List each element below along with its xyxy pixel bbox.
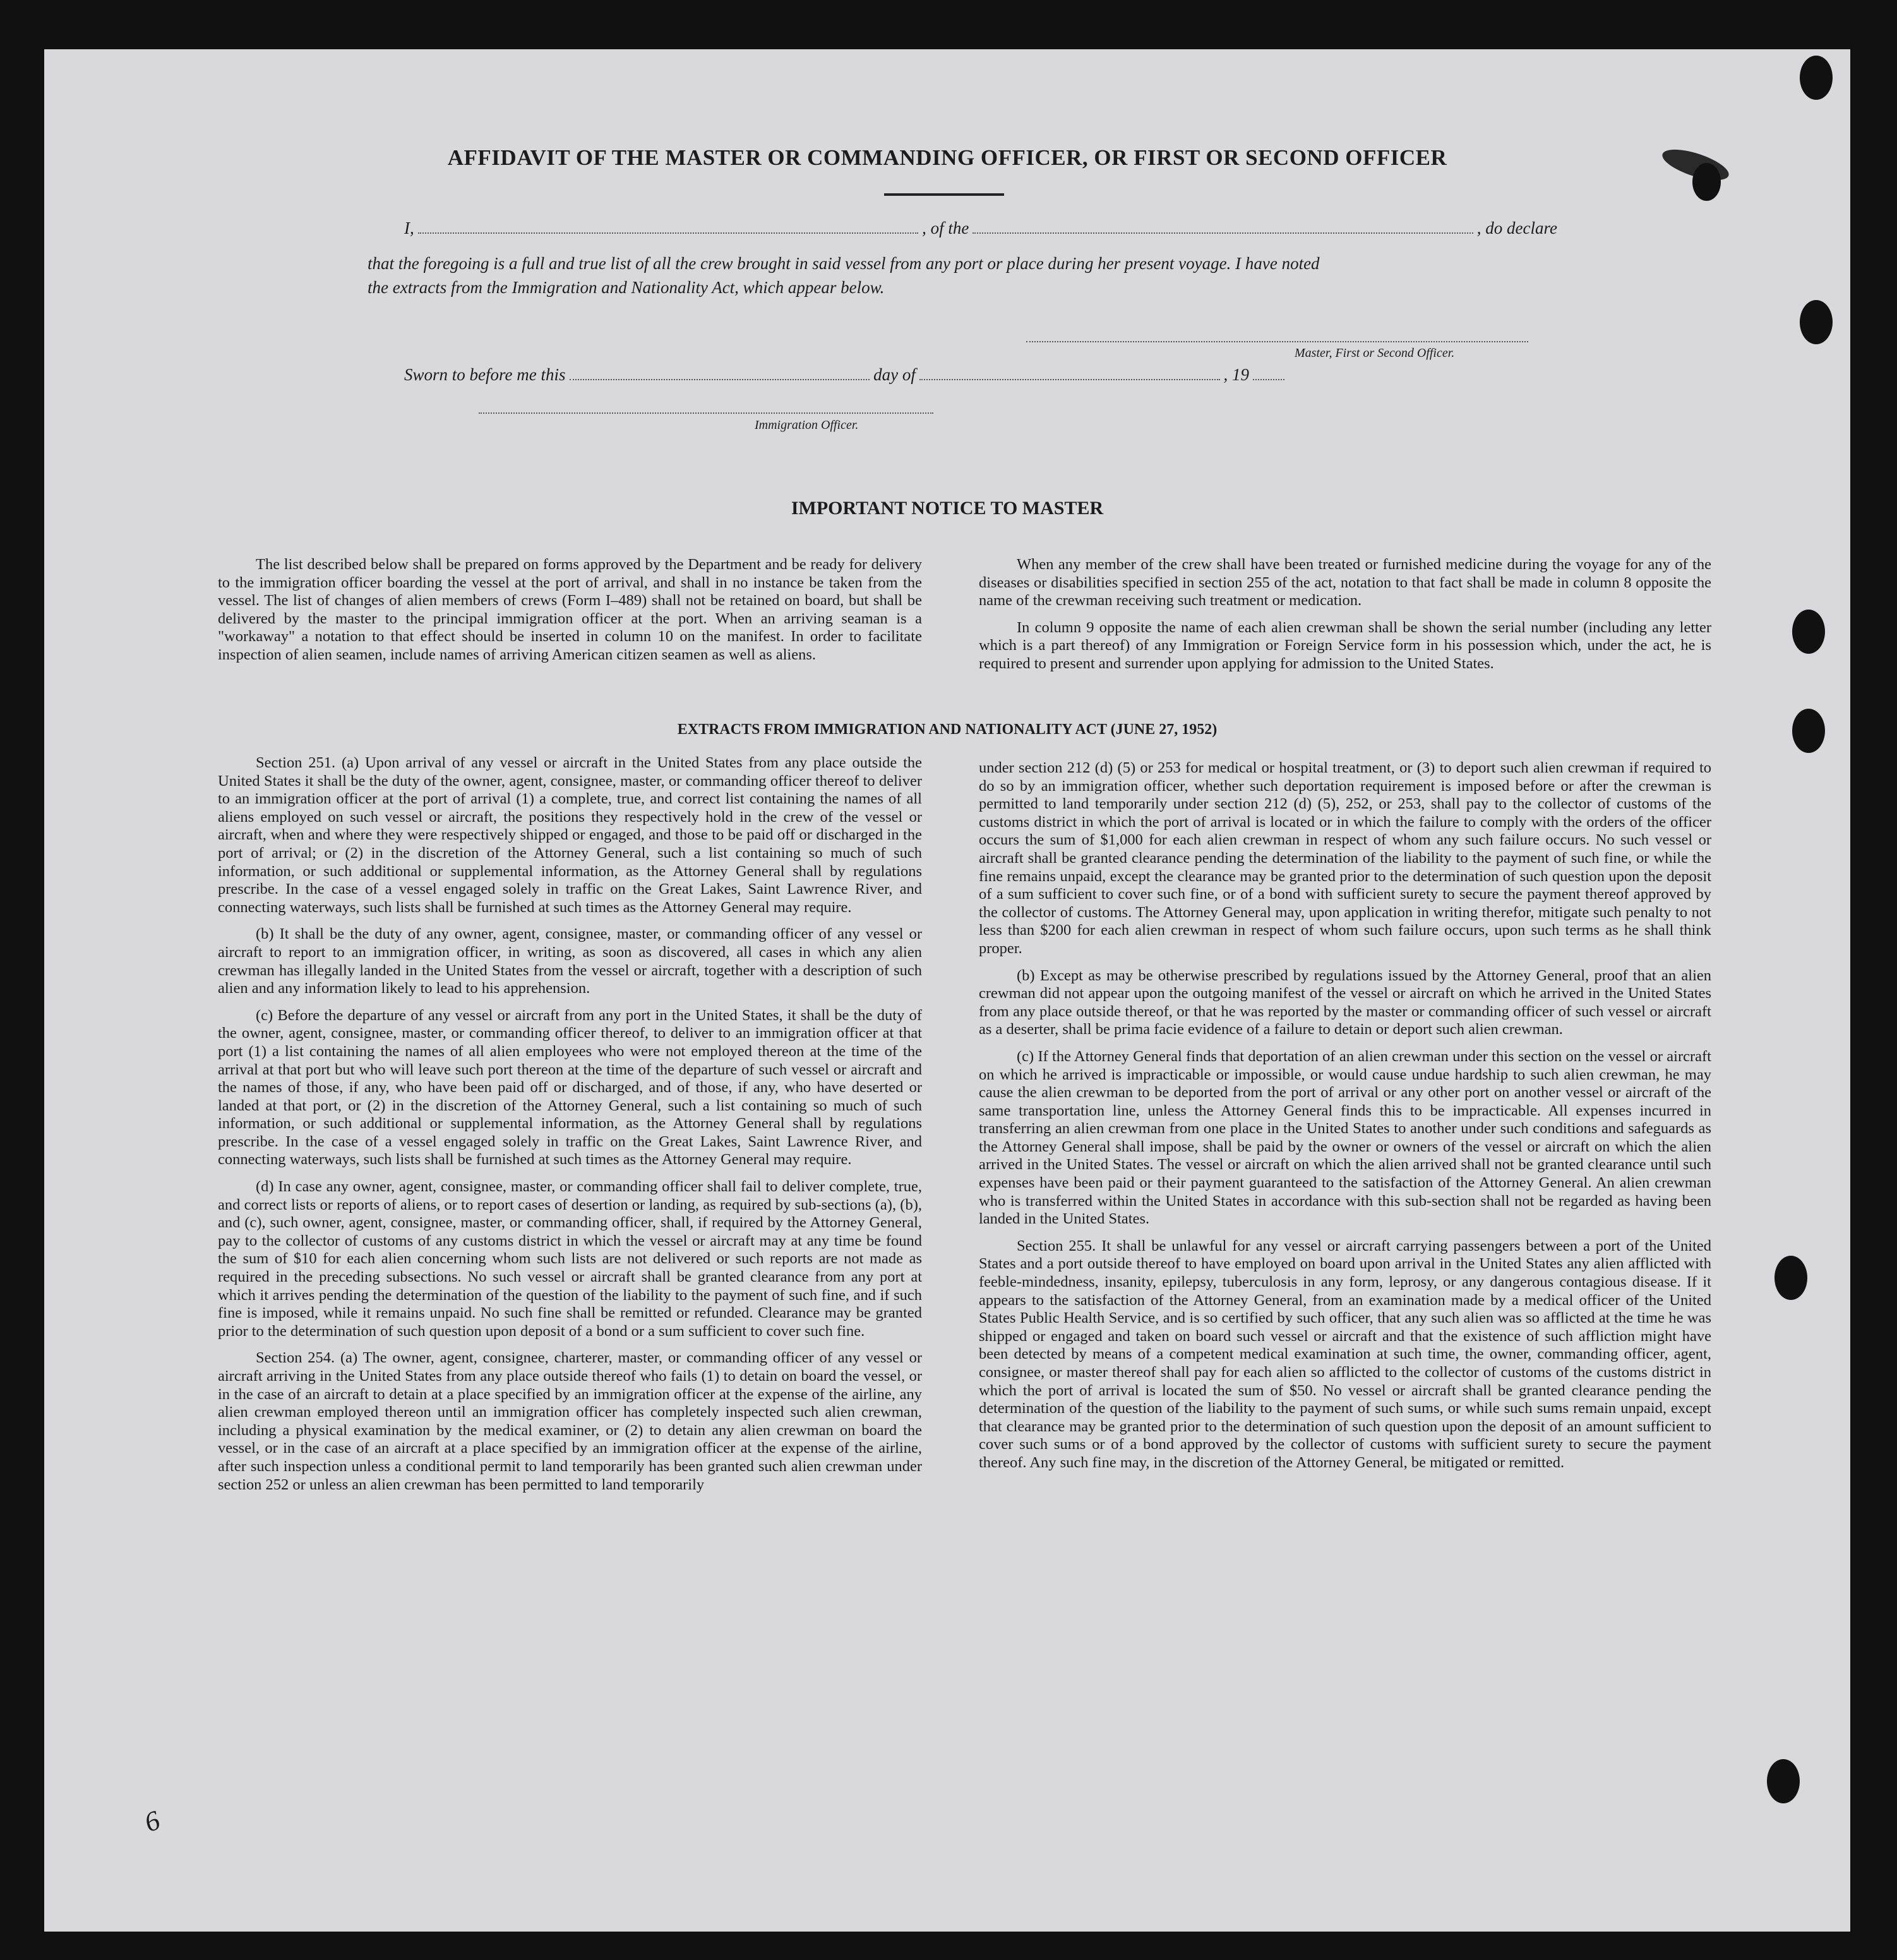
binder-hole-2 xyxy=(1800,300,1833,344)
vessel-blank-field[interactable] xyxy=(972,221,1473,234)
notice-title: IMPORTANT NOTICE TO MASTER xyxy=(791,498,1104,519)
handwritten-page-mark: 6 xyxy=(140,1804,164,1839)
name-blank-field[interactable] xyxy=(418,221,918,234)
extracts-heading: EXTRACTS FROM IMMIGRATION AND NATIONALITY ACT (JUNE 27, 1952) xyxy=(677,721,1218,738)
declaration-line xyxy=(404,219,1557,238)
declaration-declare-label: , do declare xyxy=(1476,219,1557,237)
sworn-line xyxy=(404,365,1288,385)
immigration-officer-signature-line[interactable] xyxy=(479,412,933,414)
sworn-day-of-label: day of xyxy=(873,365,916,384)
extracts-left-column xyxy=(218,754,922,1494)
section-251-a: Section 251. (a) Upon arrival of any vessel or aircraft in the United States from any place outside the United States it shall be the duty of the owner, agent, consignee, master, or commanding officer thereof to deliver to an immigration officer at the port of arrival (1) a complete, true, and correct list containing the names of all aliens employed on such vessel or aircraft, the positions they respectively hold in the crew of the vessel or aircraft, when and where they were respectively shipped or engaged, and those to be paid off or discharged in the port of arrival; or (2) in the discretion of the Attorney General, such a list containing so much of such information, or such additional or supplemental information, as the Attorney General shall by regulations prescribe. In the case of a vessel engaged solely in traffic on the Great Lakes, Saint Lawrence River, and connecting waterways, such lists shall be furnished at such times as the Attorney General may require. xyxy=(218,754,922,916)
section-254-c: (c) If the Attorney General finds that deportation of an alien crewman under this section on the vessel or aircraft on which he arrived is impracticable or impossible, or would cause undue hardship to such alien crewman, he may cause the alien crewman to be deported from the port of arrival or any other port on another vessel or aircraft of the same transportation line, unless the Attorney General finds this to be impracticable. All expenses incurred in transferring an alien crewman from one place in the United States to another under such conditions and safeguards as the Attorney General shall impose, shall be paid by the owner or owners of the vessel or aircraft on which the alien arrived in the United States. The vessel or aircraft on which the alien arrived shall not be granted clearance until such expenses have been paid or their payment guaranteed to the satisfaction of the Attorney General. An alien crewman who is transferred within the United States in accordance with this sub-section shall not be regarded as having been landed in the United States. xyxy=(979,1047,1711,1228)
notice-left-paragraph: The list described below shall be prepared on forms approved by the Department and be ready for delivery to the immigration officer boarding the vessel at the port of arrival, and shall in no instance be taken from the vessel. The list of changes of alien members of crews (Form I–489) shall not be retained on board, but shall be delivered by the master to the principal immigration officer at the port. When an arriving seaman is a "workaway" a notation to that effect should be inserted in column 10 on the manifest. In order to facilitate inspection of alien seamen, include names of arriving American citizen seamen as well as aliens. xyxy=(218,556,922,663)
sworn-year-label: , 19 xyxy=(1223,365,1249,384)
statement-line-1: that the foregoing is a full and true list of all the crew brought in said vessel from any port or place during her present voyage. I have noted xyxy=(368,254,1320,273)
master-signature-label: Master, First or Second Officer. xyxy=(1295,346,1455,360)
section-254-a-continued: under section 212 (d) (5) or 253 for medical or hospital treatment, or (3) to deport such alien crewman if required to do so by an immigration officer, whether such deportation requirement is imposed before or after the crewman is permitted to land temporarily under section 212 (d) (5), 252, or 253, shall pay to the collector of customs of the customs district in which the port of arrival is located or in which the failure to comply with the orders of the officer occurs the sum of $1,000 for each alien crewman in respect of whom any such failure occurs. No such vessel or aircraft shall be granted clearance pending the determination of the liability to the payment of such fine, or while the fine remains unpaid, except the clearance may be granted prior to the determination of such question upon the deposit of a sum sufficient to cover such fine, or of a bond with sufficient surety to secure the payment thereof approved by the collector of customs. The Attorney General may, upon application in writing therefor, mitigate such penalty to not less than $200 for each alien crewman in respect of whom such failure occurs, upon such terms as he shall think proper. xyxy=(979,759,1711,957)
section-251-c: (c) Before the departure of any vessel or aircraft from any port in the United States, it shall be the duty of the owner, agent, consignee, master, or commanding officer thereof, to deliver to an immigration officer at that port (1) a list containing the names of all alien employees who were not employed thereon at the time of the arrival at that port but who will leave such port thereon at the time of the departure of such vessel or aircraft and the names of those, if any, who have been paid off or discharged, and of those, if any, who have deserted or landed at that port, or (2) in the discretion of the Attorney General, such a list containing so much of such information, or such additional or supplemental information, as the Attorney General shall by regulations prescribe. In the case of a vessel engaged solely in traffic on the Great Lakes, Saint Lawrence River, and connecting waterways, such lists shall be furnished at such times as the Attorney General may require. xyxy=(218,1006,922,1169)
binder-hole-5 xyxy=(1774,1256,1807,1300)
notice-left-column xyxy=(218,556,922,664)
notice-right-column xyxy=(979,556,1711,673)
binder-hole-6 xyxy=(1767,1759,1800,1803)
affidavit-title: AFFIDAVIT OF THE MASTER OR COMMANDING OFFICER, OR FIRST OR SECOND OFFICER xyxy=(447,145,1447,170)
sworn-day-field[interactable] xyxy=(570,368,870,380)
ink-blot xyxy=(1692,163,1721,201)
statement-line-2: the extracts from the Immigration and Nationality Act, which appear below. xyxy=(368,278,885,297)
sworn-year-field[interactable] xyxy=(1253,368,1284,380)
master-signature-line[interactable] xyxy=(1026,341,1528,342)
notice-right-paragraph-2: In column 9 opposite the name of each alien crewman shall be shown the serial number (including any letter which is a part thereof) of any Immigration or Foreign Service form in his possession which, under the act, he is required to present and surrender upon applying for admission to the United States. xyxy=(979,618,1711,672)
binder-hole-1 xyxy=(1800,56,1833,100)
section-251-d: (d) In case any owner, agent, consignee, master, or commanding officer shall fail to deliver complete, true, and correct lists or reports of aliens, or to report cases of desertion or landing, as required by sub-sections (a), (b), and (c), such owner, agent, consignee, master, or commanding officer, shall, if required by the Attorney General, pay to the collector of customs of any customs district in which the vessel or aircraft may at any time be found the sum of $10 for each alien concerning whom such lists are not delivered or such reports are not made as required in the preceding subsections. No such vessel or aircraft shall be granted clearance from any port at which it arrives pending the determination of the question of the liability to the payment of such fine, and if such fine is imposed, while it remains unpaid. No such fine shall be remitted or refunded. Clearance may be granted prior to the determination of such question upon deposit of a bond or a sum sufficient to cover such fine. xyxy=(218,1178,922,1340)
declaration-i-label: I, xyxy=(404,219,414,237)
extracts-right-column xyxy=(979,759,1711,1472)
declaration-statement xyxy=(368,251,1567,299)
declaration-of-the-label: , of the xyxy=(922,219,969,237)
binder-hole-4 xyxy=(1792,709,1825,753)
immigration-officer-label: Immigration Officer. xyxy=(755,418,859,432)
document-page xyxy=(44,49,1850,1932)
title-underline xyxy=(884,193,1004,196)
section-254-b: (b) Except as may be otherwise prescribed by regulations issued by the Attorney General, proof that an alien crewman did not appear upon the outgoing manifest of the vessel or aircraft on which he arrived in the United States from any place outside thereof, or that he was reported by the master or commanding officer of such vessel or aircraft as a deserter, shall be prima facie evidence of a failure to detain or deport such alien crewman. xyxy=(979,966,1711,1038)
notice-right-paragraph-1: When any member of the crew shall have been treated or furnished medicine during the voyage for any of the diseases or disabilities specified in section 255 of the act, notation to that fact shall be made in column 8 opposite the name of the crewman receiving such treatment or medication. xyxy=(979,556,1711,610)
binder-hole-3 xyxy=(1792,610,1825,654)
section-251-b: (b) It shall be the duty of any owner, agent, consignee, master, or commanding officer of any vessel or aircraft to report to an immigration officer, in writing, as soon as discovered, all cases in which any alien crewman has illegally landed in the United States from the vessel or aircraft, together with a description of such alien and any information likely to lead to his apprehension. xyxy=(218,925,922,997)
section-254-a: Section 254. (a) The owner, agent, consignee, charterer, master, or commanding officer of any vessel or aircraft arriving in the United States from any place outside thereof who fails (1) to detain on board the vessel, or in the case of an aircraft to detain at a place specified by an immigration officer at the expense of the airline, any alien crewman employed thereon until an immigration officer has completely inspected such alien crewman, including a physical examination by the medical examiner, or (2) to detain any alien crewman on board the vessel, or in the case of an aircraft at a place specified by an immigration officer at the expense of the airline, after such inspection unless a conditional permit to land temporarily has been granted such alien crewman under section 252 or unless an alien crewman has been permitted to land temporarily xyxy=(218,1349,922,1493)
sworn-month-field[interactable] xyxy=(919,368,1220,380)
section-255: Section 255. It shall be unlawful for any vessel or aircraft carrying passengers between a port of the United States and a port outside thereof to have employed on board upon arrival in the United States any alien afflicted with feeble-mindedness, insanity, epilepsy, tuberculosis in any form, leprosy, or any dangerous contagious disease. If it appears to the satisfaction of the Attorney General, from an examination made by a medical officer of the United States Public Health Service, and is so certified by such officer, that any such alien was so afflicted at the time he was shipped or engaged and taken on board such vessel or aircraft and that the existence of such affliction might have been detected by means of a competent medical examination at such time, the owner, commanding officer, agent, consignee, or master thereof shall pay for each alien so afflicted to the collector of customs of the customs district in which the port of arrival is located the sum of $50. No vessel or aircraft shall be granted clearance pending the determination of the question of the liability to the payment of such sums, or while such sums remain unpaid, except that clearance may be granted prior to the determination of such question upon the deposit of an amount sufficient to cover such sums or of a bond approved by the collector of customs with sufficient surety to secure the payment thereof. Any such fine may, in the discretion of the Attorney General, be mitigated or remitted. xyxy=(979,1237,1711,1471)
sworn-prefix-label: Sworn to before me this xyxy=(404,365,566,384)
